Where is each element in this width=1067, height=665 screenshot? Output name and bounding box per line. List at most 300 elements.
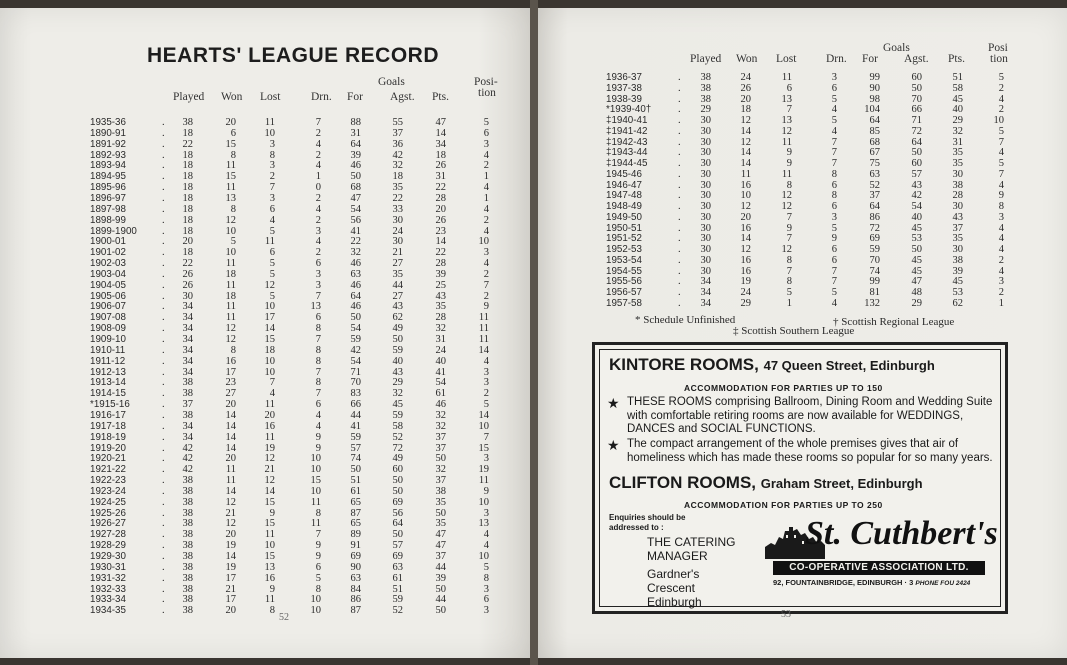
goals-against-cell: 50 xyxy=(911,244,922,255)
table-row xyxy=(0,421,532,433)
note-scottish-southern: ‡ Scottish Southern League xyxy=(733,325,855,337)
won-cell: 12 xyxy=(225,214,236,226)
leader-dot: . xyxy=(162,529,165,541)
leader-dot: . xyxy=(678,211,681,223)
season-cell: 1936-37 xyxy=(606,72,642,83)
manager-line-3: Gardner's xyxy=(647,567,700,581)
leader-dot: . xyxy=(162,247,165,259)
lost-cell: 5 xyxy=(269,225,275,237)
position-cell: 4 xyxy=(483,225,489,237)
leader-dot: . xyxy=(162,127,165,139)
won-cell: 8 xyxy=(230,203,236,215)
drawn-cell: 7 xyxy=(315,117,321,128)
won-cell: 15 xyxy=(225,171,236,183)
table-row xyxy=(0,594,532,606)
position-cell: 5 xyxy=(998,125,1004,137)
won-cell: 19 xyxy=(225,540,236,552)
leader-dot: . xyxy=(678,104,681,116)
played-cell: 38 xyxy=(182,388,193,400)
lost-cell: 15 xyxy=(264,551,275,562)
goals-for-cell: 61 xyxy=(350,485,361,497)
lost-cell: 11 xyxy=(781,72,792,83)
drawn-cell: 4 xyxy=(315,138,321,150)
season-cell: 1929-30 xyxy=(90,551,126,562)
drawn-cell: 6 xyxy=(315,258,321,270)
lost-cell: 15 xyxy=(264,496,275,508)
goals-for-cell: 37 xyxy=(869,190,880,202)
leader-dot: . xyxy=(678,287,681,298)
goals-against-cell: 47 xyxy=(911,276,922,288)
points-cell: 34 xyxy=(435,138,446,150)
won-cell: 11 xyxy=(225,182,236,194)
lost-cell: 10 xyxy=(264,127,275,139)
position-cell: 13 xyxy=(478,518,489,530)
season-cell: 1905-06 xyxy=(90,290,126,302)
leader-dot: . xyxy=(162,301,165,313)
played-cell: 18 xyxy=(182,192,193,204)
played-cell: 34 xyxy=(182,312,193,324)
goals-against-cell: 27 xyxy=(392,290,403,302)
lost-cell: 5 xyxy=(786,287,792,298)
goals-against-cell: 64 xyxy=(911,136,922,148)
table-row xyxy=(0,497,532,509)
goals-against-cell: 37 xyxy=(392,127,403,139)
points-cell: 37 xyxy=(435,551,446,562)
kintore-description: THESE ROOMS comprising Ballroom, Dining Room and Wedding Suite with comfortable retiring rooms are now available for WEDDINGS, DANCES and SOCIAL FUNCTIONS. xyxy=(627,396,993,435)
drawn-cell: 5 xyxy=(831,93,837,105)
won-cell: 20 xyxy=(225,453,236,465)
goals-for-cell: 54 xyxy=(350,203,361,215)
season-cell: 1926-27 xyxy=(90,518,126,530)
table-row xyxy=(0,312,532,324)
lost-cell: 2 xyxy=(269,171,275,183)
points-cell: 22 xyxy=(435,182,446,194)
goals-for-cell: 68 xyxy=(869,136,880,148)
leader-dot: . xyxy=(162,214,165,226)
points-cell: 20 xyxy=(435,203,446,215)
played-cell: 38 xyxy=(182,507,193,519)
position-cell: 4 xyxy=(998,179,1004,191)
season-cell: 1897-98 xyxy=(90,203,126,215)
won-cell: 21 xyxy=(225,507,236,519)
drawn-cell: 2 xyxy=(315,247,321,259)
season-cell: 1914-15 xyxy=(90,388,126,400)
lost-cell: 4 xyxy=(269,388,275,400)
position-cell: 9 xyxy=(483,301,489,313)
lost-cell: 19 xyxy=(264,442,275,454)
won-cell: 17 xyxy=(225,594,236,606)
goals-against-cell: 50 xyxy=(911,82,922,94)
star-bullet-icon: ★ xyxy=(607,437,620,453)
leader-dot: . xyxy=(162,182,165,194)
won-cell: 12 xyxy=(225,334,236,345)
leader-dot: . xyxy=(678,72,681,83)
won-cell: 14 xyxy=(740,125,751,137)
goals-against-cell: 52 xyxy=(392,431,403,443)
drawn-cell: 3 xyxy=(831,72,837,83)
goals-against-cell: 52 xyxy=(392,605,403,617)
played-cell: 30 xyxy=(700,147,711,159)
leader-dot: . xyxy=(162,399,165,411)
goals-for-cell: 46 xyxy=(350,301,361,313)
season-cell: 1904-05 xyxy=(90,279,126,291)
goals-against-cell: 43 xyxy=(392,301,403,313)
drawn-cell: 6 xyxy=(831,244,837,255)
played-cell: 30 xyxy=(700,190,711,202)
position-cell: 4 xyxy=(483,540,489,552)
won-cell: 12 xyxy=(740,201,751,212)
won-cell: 27 xyxy=(225,388,236,400)
points-cell: 43 xyxy=(435,290,446,302)
leader-dot: . xyxy=(162,258,165,270)
drawn-cell: 7 xyxy=(831,276,837,288)
goals-for-cell: 98 xyxy=(869,93,880,105)
position-header-line1: Posi xyxy=(988,42,1008,54)
season-cell: 1955-56 xyxy=(606,276,642,288)
leader-dot: . xyxy=(162,192,165,204)
goals-against-cell: 21 xyxy=(392,247,403,259)
won-header: Won xyxy=(221,91,243,103)
goals-against-cell: 29 xyxy=(392,377,403,389)
lost-cell: 9 xyxy=(786,158,792,169)
points-cell: 43 xyxy=(952,211,963,223)
goals-against-cell: 61 xyxy=(392,572,403,584)
played-cell: 18 xyxy=(182,182,193,194)
points-cell: 32 xyxy=(435,323,446,335)
played-cell: 30 xyxy=(700,115,711,126)
drawn-cell: 6 xyxy=(831,82,837,94)
position-cell: 3 xyxy=(483,377,489,389)
played-cell: 38 xyxy=(182,529,193,541)
drawn-cell: 2 xyxy=(315,149,321,161)
catering-advert xyxy=(592,342,1008,614)
goals-against-cell: 54 xyxy=(911,201,922,212)
goals-for-cell: 75 xyxy=(869,158,880,169)
lost-header: Lost xyxy=(776,53,797,65)
points-cell: 35 xyxy=(435,496,446,508)
season-cell: 1923-24 xyxy=(90,485,126,497)
position-cell: 4 xyxy=(998,233,1004,245)
lost-cell: 8 xyxy=(786,179,792,191)
position-cell: 6 xyxy=(483,127,489,139)
position-cell: 3 xyxy=(483,247,489,259)
lost-cell: 11 xyxy=(264,594,275,606)
goals-against-cell: 50 xyxy=(392,334,403,345)
position-header-line2: tion xyxy=(990,53,1008,65)
goals-for-cell: 56 xyxy=(350,214,361,226)
leader-dot: . xyxy=(162,236,165,248)
leader-dot: . xyxy=(678,82,681,94)
drawn-cell: 7 xyxy=(315,290,321,302)
points-cell: 25 xyxy=(435,279,446,291)
lost-cell: 11 xyxy=(264,399,275,411)
season-cell: 1918-19 xyxy=(90,431,126,443)
table-row xyxy=(0,367,532,379)
points-cell: 38 xyxy=(952,254,963,266)
drawn-cell: 8 xyxy=(315,323,321,335)
season-cell: 1948-49 xyxy=(606,201,642,212)
played-cell: 18 xyxy=(182,149,193,161)
won-cell: 20 xyxy=(225,399,236,411)
position-cell: 11 xyxy=(478,312,489,324)
points-cell: 35 xyxy=(952,158,963,169)
drawn-cell: 7 xyxy=(831,265,837,277)
season-cell: 1893-94 xyxy=(90,160,126,172)
lost-cell: 10 xyxy=(264,540,275,552)
played-cell: 30 xyxy=(700,158,711,169)
won-cell: 20 xyxy=(740,211,751,223)
goals-for-cell: 132 xyxy=(864,297,880,309)
season-cell: 1954-55 xyxy=(606,265,642,277)
points-cell: 24 xyxy=(435,344,446,356)
position-cell: 3 xyxy=(483,583,489,595)
drawn-cell: 9 xyxy=(831,233,837,245)
leader-dot: . xyxy=(678,265,681,277)
points-cell: 35 xyxy=(435,301,446,313)
position-cell: 4 xyxy=(998,222,1004,234)
won-cell: 11 xyxy=(225,258,236,270)
position-cell: 11 xyxy=(478,475,489,487)
played-cell: 42 xyxy=(182,453,193,465)
points-cell: 18 xyxy=(435,149,446,161)
played-cell: 34 xyxy=(182,334,193,345)
played-cell: 38 xyxy=(700,82,711,94)
won-cell: 17 xyxy=(225,572,236,584)
leader-dot: . xyxy=(678,244,681,255)
goals-against-cell: 45 xyxy=(911,265,922,277)
kintore-address: 47 Queen Street, Edinburgh xyxy=(763,358,935,373)
goals-header: Goals xyxy=(883,42,910,54)
leader-dot: . xyxy=(162,583,165,595)
goals-for-cell: 88 xyxy=(350,117,361,128)
won-cell: 10 xyxy=(225,225,236,237)
position-cell: 4 xyxy=(483,258,489,270)
position-cell: 7 xyxy=(998,168,1004,180)
drawn-cell: 7 xyxy=(831,158,837,169)
season-cell: 1933-34 xyxy=(90,594,126,606)
lost-cell: 8 xyxy=(269,605,275,617)
season-cell: 1913-14 xyxy=(90,377,126,389)
goals-against-cell: 50 xyxy=(392,475,403,487)
points-cell: 29 xyxy=(952,115,963,126)
played-cell: 26 xyxy=(182,279,193,291)
played-cell: 34 xyxy=(700,297,711,309)
goals-for-cell: 91 xyxy=(350,540,361,552)
drawn-cell: 6 xyxy=(831,179,837,191)
won-cell: 20 xyxy=(225,529,236,541)
points-cell: 50 xyxy=(435,605,446,617)
table-row xyxy=(0,562,532,574)
points-cell: 61 xyxy=(435,388,446,400)
won-cell: 14 xyxy=(225,485,236,497)
goals-against-cell: 64 xyxy=(392,518,403,530)
season-cell: 1896-97 xyxy=(90,192,126,204)
leader-dot: . xyxy=(162,355,165,367)
won-cell: 14 xyxy=(740,233,751,245)
position-cell: 10 xyxy=(478,551,489,562)
position-cell: 3 xyxy=(483,507,489,519)
lost-cell: 6 xyxy=(269,203,275,215)
leader-dot: . xyxy=(162,171,165,183)
position-cell: 7 xyxy=(483,279,489,291)
won-cell: 20 xyxy=(740,93,751,105)
leader-dot: . xyxy=(678,136,681,148)
goals-against-cell: 44 xyxy=(392,279,403,291)
logo-street: 92, FOUNTAINBRIDGE, EDINBURGH · 3 xyxy=(773,578,914,587)
season-cell: 1950-51 xyxy=(606,222,642,234)
leader-dot: . xyxy=(162,203,165,215)
position-cell: 9 xyxy=(998,190,1004,202)
played-cell: 30 xyxy=(700,265,711,277)
position-cell: 1 xyxy=(998,297,1004,309)
leader-dot: . xyxy=(162,453,165,465)
table-row xyxy=(0,297,1004,310)
goals-against-cell: 70 xyxy=(911,93,922,105)
leader-dot: . xyxy=(162,334,165,345)
manager-line-4: Crescent xyxy=(647,581,696,595)
played-cell: 38 xyxy=(182,377,193,389)
lost-cell: 13 xyxy=(781,93,792,105)
season-cell: 1927-28 xyxy=(90,529,126,541)
goals-for-cell: 85 xyxy=(869,125,880,137)
lost-cell: 7 xyxy=(269,182,275,194)
leader-dot: . xyxy=(162,464,165,476)
position-cell: 2 xyxy=(998,254,1004,266)
position-cell: 4 xyxy=(483,149,489,161)
position-cell: 6 xyxy=(483,594,489,606)
points-cell: 53 xyxy=(952,287,963,298)
played-cell: 34 xyxy=(182,366,193,378)
goals-for-cell: 47 xyxy=(350,192,361,204)
played-cell: 34 xyxy=(700,276,711,288)
table-row xyxy=(0,529,532,541)
position-cell: 1 xyxy=(483,192,489,204)
for-header: For xyxy=(862,53,878,65)
season-cell: 1937-38 xyxy=(606,82,642,94)
goals-for-cell: 59 xyxy=(350,431,361,443)
won-cell: 14 xyxy=(225,420,236,432)
goals-for-cell: 66 xyxy=(350,399,361,411)
table-row xyxy=(0,518,532,530)
against-header: Agst. xyxy=(390,91,415,103)
drawn-cell: 1 xyxy=(315,171,321,183)
position-cell: 4 xyxy=(483,355,489,367)
drawn-cell: 13 xyxy=(310,301,321,313)
leader-dot: . xyxy=(162,160,165,172)
drawn-cell: 4 xyxy=(315,409,321,421)
leader-dot: . xyxy=(678,125,681,137)
won-cell: 12 xyxy=(225,518,236,530)
played-cell: 38 xyxy=(182,594,193,606)
lost-cell: 12 xyxy=(264,279,275,291)
drawn-cell: 6 xyxy=(831,254,837,266)
leader-dot: . xyxy=(162,561,165,573)
goals-for-cell: 46 xyxy=(350,160,361,172)
played-cell: 34 xyxy=(182,431,193,443)
position-header-line1: Posi- xyxy=(474,76,498,88)
lost-cell: 12 xyxy=(781,244,792,255)
points-cell: 32 xyxy=(952,125,963,137)
played-cell: 34 xyxy=(182,420,193,432)
drawn-cell: 7 xyxy=(315,334,321,345)
played-cell: 38 xyxy=(182,117,193,128)
won-cell: 11 xyxy=(225,475,236,487)
played-cell: 38 xyxy=(182,485,193,497)
position-cell: 5 xyxy=(483,117,489,128)
played-cell: 38 xyxy=(182,551,193,562)
points-cell: 47 xyxy=(435,540,446,552)
points-cell: 28 xyxy=(435,258,446,270)
drawn-cell: 2 xyxy=(315,214,321,226)
lost-cell: 5 xyxy=(269,290,275,302)
played-cell: 18 xyxy=(182,214,193,226)
season-cell: ‡1943-44 xyxy=(606,147,648,159)
drawn-cell: 7 xyxy=(315,388,321,400)
goals-for-cell: 90 xyxy=(350,561,361,573)
season-cell: 1906-07 xyxy=(90,301,126,313)
logo-phone: PHONE FOU 2424 xyxy=(915,580,971,587)
season-cell: 1902-03 xyxy=(90,258,126,270)
table-row xyxy=(0,453,532,465)
position-cell: 2 xyxy=(998,82,1004,94)
won-cell: 24 xyxy=(740,72,751,83)
table-row xyxy=(0,388,532,400)
goals-against-cell: 72 xyxy=(911,125,922,137)
season-cell: 1934-35 xyxy=(90,605,126,617)
season-cell: 1895-96 xyxy=(90,182,126,194)
table-row xyxy=(0,540,532,552)
leader-dot: . xyxy=(678,276,681,288)
points-cell: 14 xyxy=(435,127,446,139)
goals-against-cell: 60 xyxy=(911,158,922,169)
lost-cell: 9 xyxy=(269,507,275,519)
drawn-cell: 5 xyxy=(831,287,837,298)
drawn-cell: 4 xyxy=(315,160,321,172)
lost-cell: 7 xyxy=(786,233,792,245)
st-cuthberts-logo xyxy=(765,515,998,593)
drawn-cell: 4 xyxy=(831,297,837,309)
points-cell: 62 xyxy=(952,297,963,309)
drawn-header: Drn. xyxy=(826,53,847,65)
position-cell: 3 xyxy=(483,138,489,150)
played-cell: 30 xyxy=(700,168,711,180)
lost-cell: 16 xyxy=(264,420,275,432)
won-cell: 14 xyxy=(740,158,751,169)
goals-against-cell: 42 xyxy=(392,149,403,161)
drawn-cell: 3 xyxy=(315,279,321,291)
played-cell: 38 xyxy=(700,93,711,105)
points-cell: 23 xyxy=(435,225,446,237)
leader-dot: . xyxy=(162,518,165,530)
points-cell: 26 xyxy=(435,214,446,226)
drawn-cell: 4 xyxy=(831,125,837,137)
drawn-cell: 8 xyxy=(315,583,321,595)
goals-against-cell: 24 xyxy=(392,225,403,237)
goals-for-cell: 64 xyxy=(869,115,880,126)
drawn-cell: 6 xyxy=(315,561,321,573)
season-cell: 1891-92 xyxy=(90,138,126,150)
lost-cell: 10 xyxy=(264,301,275,313)
won-cell: 12 xyxy=(225,496,236,508)
season-cell: 1930-31 xyxy=(90,561,126,573)
lost-cell: 12 xyxy=(781,201,792,212)
played-cell: 38 xyxy=(182,540,193,552)
position-cell: 4 xyxy=(483,529,489,541)
points-cell: 31 xyxy=(435,334,446,345)
points-cell: 45 xyxy=(952,93,963,105)
won-cell: 8 xyxy=(230,344,236,356)
goals-against-cell: 42 xyxy=(911,190,922,202)
